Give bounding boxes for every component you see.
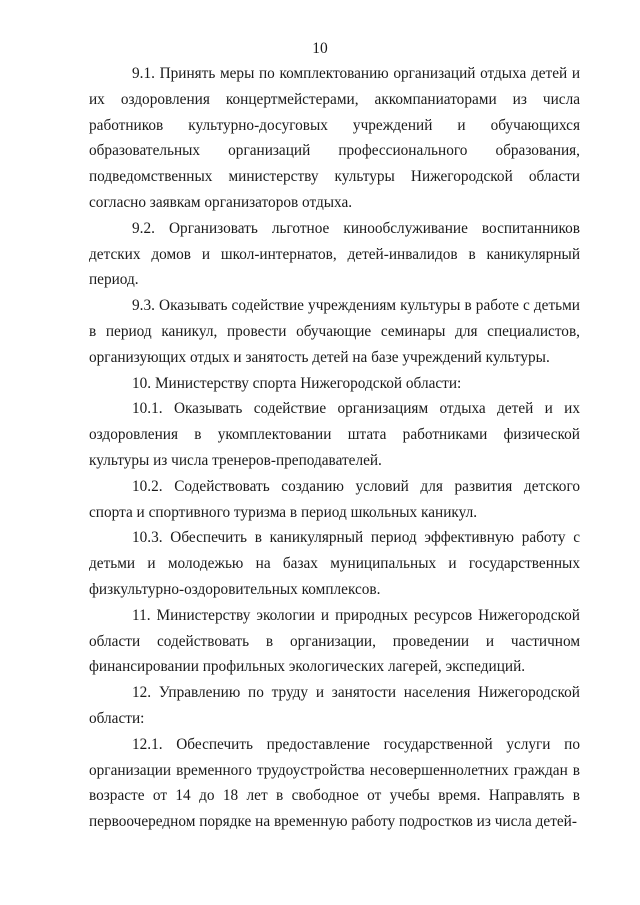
paragraph-10: 10. Министерству спорта Нижегородской области: — [132, 374, 462, 392]
paragraph-9-2: 9.2. Организовать льготное кинообслуживание воспитанников детских домов и школ-интернатов, детей-инвалидов в каникулярный период. — [89, 219, 580, 289]
page-number: 10 — [312, 40, 328, 57]
paragraph-10-3: 10.3. Обеспечить в каникулярный период эффективную работу с детьми и молодежью на базах муниципальных и государственных физкультурно-оздоровительных комплексов. — [89, 529, 580, 598]
paragraph-11: 11. Министерству экологии и природных ресурсов Нижегородской области содействовать в организации, проведении и частичном финансировании профильных экологических лагерей, экспедиций. — [89, 606, 580, 676]
paragraph-10-1: 10.1. Оказывать содействие организациям отдыха детей и их оздоровления в укомплектовании штата работниками физической культуры из числа тренеров-преподавателей. — [89, 400, 580, 469]
paragraph-10-2: 10.2. Содействовать созданию условий для развития детского спорта и спортивного туризма в период школьных каникул. — [89, 477, 580, 521]
paragraph-12-1: 12.1. Обеспечить предоставление государственной услуги по организации временного трудоустройства несовершеннолетних граждан в возрасте от 14 до 18 лет в свободное от учебы время. Направлять в первоочередном порядке на временную работу подростков из числа детей- — [89, 735, 580, 831]
document-body — [89, 61, 580, 835]
paragraph-9-3: 9.3. Оказывать содействие учреждениям культуры в работе с детьми в период каникул, провести обучающие семинары для специалистов, организующих отдых и занятость детей на базе учреждений культуры. — [89, 297, 580, 366]
paragraph-12: 12. Управлению по труду и занятости населения Нижегородской области: — [89, 684, 580, 727]
paragraph-9-1: 9.1. Принять меры по комплектованию организаций отдыха детей и их оздоровления концертмейстерами, аккомпаниаторами из числа работников культурно-досуговых учреждений и обучающихся образовательных организаций профессионального образования, подведомственных министерству культуры Нижегородской области согласно заявкам организаторов отдыха. — [89, 65, 580, 211]
